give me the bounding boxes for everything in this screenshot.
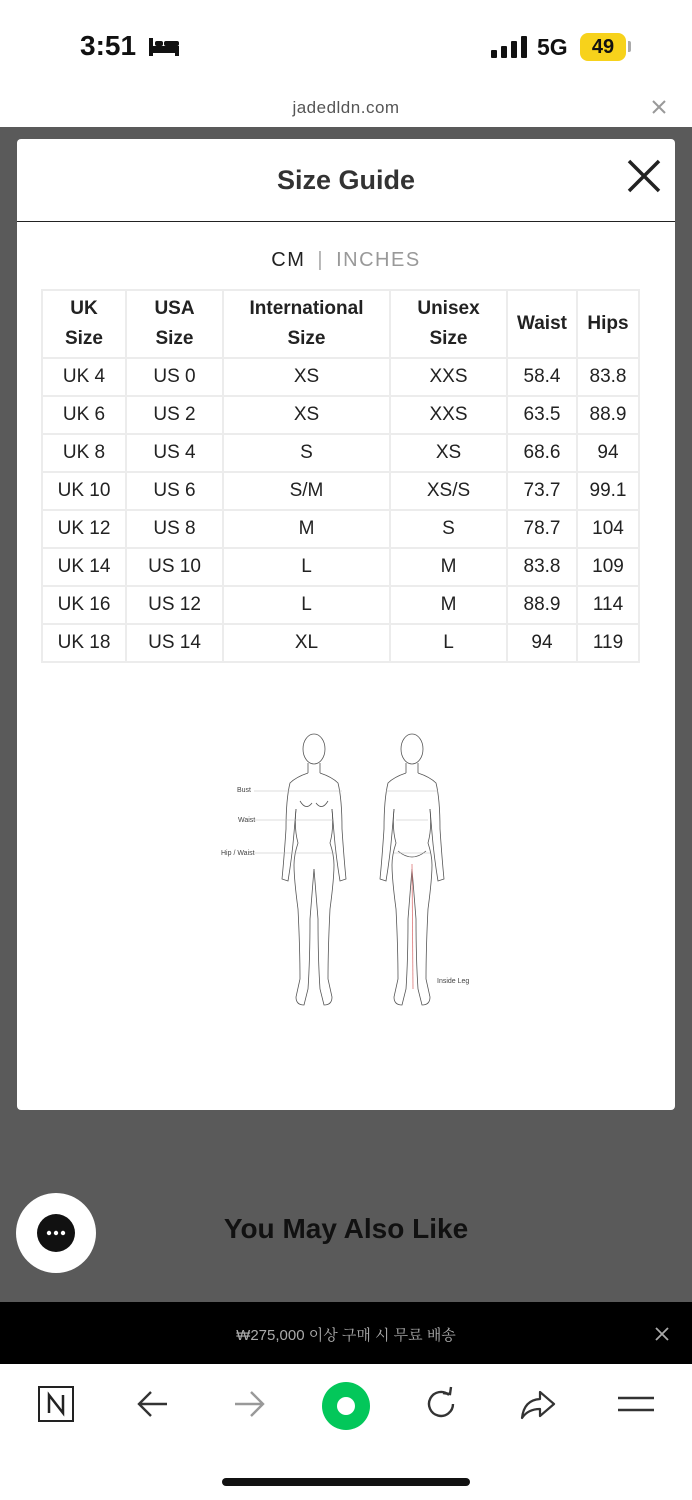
close-icon[interactable]: [650, 98, 668, 116]
table-cell: 58.4: [507, 358, 577, 396]
share-icon[interactable]: [518, 1384, 558, 1424]
table-cell: 109: [577, 548, 639, 586]
refresh-icon[interactable]: [421, 1384, 461, 1424]
table-cell: UK 14: [42, 548, 126, 586]
table-cell: M: [390, 548, 507, 586]
table-cell: S: [223, 434, 390, 472]
promo-text: ₩275,000 이상 구매 시 무료 배송: [236, 1327, 456, 1344]
network-label: 5G: [537, 34, 568, 60]
table-row: [42, 624, 639, 662]
waist-label: Waist: [238, 817, 256, 824]
table-row: [42, 396, 639, 434]
table-cell: US 14: [126, 624, 223, 662]
table-cell: L: [223, 586, 390, 624]
modal-header: [17, 139, 675, 222]
naver-logo-icon[interactable]: [36, 1384, 76, 1424]
bed-icon: [148, 36, 180, 58]
status-time: 3:51: [80, 30, 137, 61]
size-guide-modal: [17, 139, 675, 1110]
table-cell: XS: [223, 358, 390, 396]
table-cell: UK 8: [42, 434, 126, 472]
table-cell: 119: [577, 624, 639, 662]
table-cell: 88.9: [577, 396, 639, 434]
table-row: [42, 586, 639, 624]
column-header: Waist: [507, 290, 577, 358]
browser-toolbar: [0, 1364, 692, 1500]
table-row: [42, 510, 639, 548]
you-may-also-like-heading: You May Also Like: [223, 1213, 469, 1244]
table-cell: 88.9: [507, 586, 577, 624]
status-bar: [0, 0, 692, 90]
naver-green-dot-button[interactable]: [321, 1381, 371, 1431]
signal-icon: [491, 36, 529, 58]
table-cell: XS: [223, 396, 390, 434]
table-cell: XXS: [390, 396, 507, 434]
battery-icon: 49: [580, 33, 626, 61]
back-arrow-icon[interactable]: [133, 1384, 173, 1424]
modal-title: Size Guide: [276, 165, 416, 195]
table-cell: L: [390, 624, 507, 662]
table-cell: 83.8: [507, 548, 577, 586]
table-cell: XL: [223, 624, 390, 662]
table-row: [42, 358, 639, 396]
table-cell: XS/S: [390, 472, 507, 510]
table-cell: 83.8: [577, 358, 639, 396]
size-table: [41, 289, 640, 663]
table-cell: 99.1: [577, 472, 639, 510]
table-cell: M: [223, 510, 390, 548]
table-cell: M: [390, 586, 507, 624]
table-cell: UK 6: [42, 396, 126, 434]
hip-label: Hip / Waist: [221, 850, 255, 857]
inside-leg-label: Inside Leg: [437, 978, 470, 985]
column-header: USA Size: [126, 290, 223, 358]
table-cell: UK 4: [42, 358, 126, 396]
table-cell: XS: [390, 434, 507, 472]
modal-close-button[interactable]: [625, 157, 663, 195]
table-cell: 104: [577, 510, 639, 548]
unit-cm-option[interactable]: CM: [271, 249, 306, 271]
promo-banner: [0, 1302, 692, 1364]
forward-arrow-icon[interactable]: [229, 1384, 269, 1424]
table-header-row: [42, 290, 639, 358]
table-cell: 114: [577, 586, 639, 624]
size-table-body: [42, 358, 639, 662]
table-cell: L: [223, 548, 390, 586]
table-row: [42, 472, 639, 510]
table-cell: 78.7: [507, 510, 577, 548]
table-cell: 63.5: [507, 396, 577, 434]
table-cell: 94: [577, 434, 639, 472]
table-cell: US 2: [126, 396, 223, 434]
column-header: UK Size: [42, 290, 126, 358]
table-cell: XXS: [390, 358, 507, 396]
table-cell: S: [390, 510, 507, 548]
table-row: [42, 434, 639, 472]
column-header: International Size: [223, 290, 390, 358]
promo-close-icon[interactable]: [654, 1326, 670, 1342]
url-text[interactable]: jadedldn.com: [292, 98, 400, 117]
table-cell: UK 18: [42, 624, 126, 662]
table-cell: UK 16: [42, 586, 126, 624]
body-measurement-figure: [202, 729, 482, 1039]
bust-label: Bust: [237, 787, 252, 794]
table-cell: US 10: [126, 548, 223, 586]
table-cell: US 12: [126, 586, 223, 624]
column-header: Unisex Size: [390, 290, 507, 358]
unit-toggle: [17, 249, 675, 272]
table-cell: US 6: [126, 472, 223, 510]
home-indicator: [222, 1478, 470, 1486]
table-cell: US 0: [126, 358, 223, 396]
table-cell: US 8: [126, 510, 223, 548]
unit-inches-option[interactable]: INCHES: [336, 249, 421, 271]
battery-nub: [628, 41, 631, 52]
table-cell: UK 10: [42, 472, 126, 510]
address-bar: [0, 90, 692, 127]
unit-separator: |: [317, 249, 325, 271]
table-cell: UK 12: [42, 510, 126, 548]
column-header: Hips: [577, 290, 639, 358]
table-row: [42, 548, 639, 586]
table-cell: 68.6: [507, 434, 577, 472]
menu-icon[interactable]: [616, 1384, 656, 1424]
table-cell: 94: [507, 624, 577, 662]
table-cell: US 4: [126, 434, 223, 472]
table-cell: 73.7: [507, 472, 577, 510]
table-cell: S/M: [223, 472, 390, 510]
